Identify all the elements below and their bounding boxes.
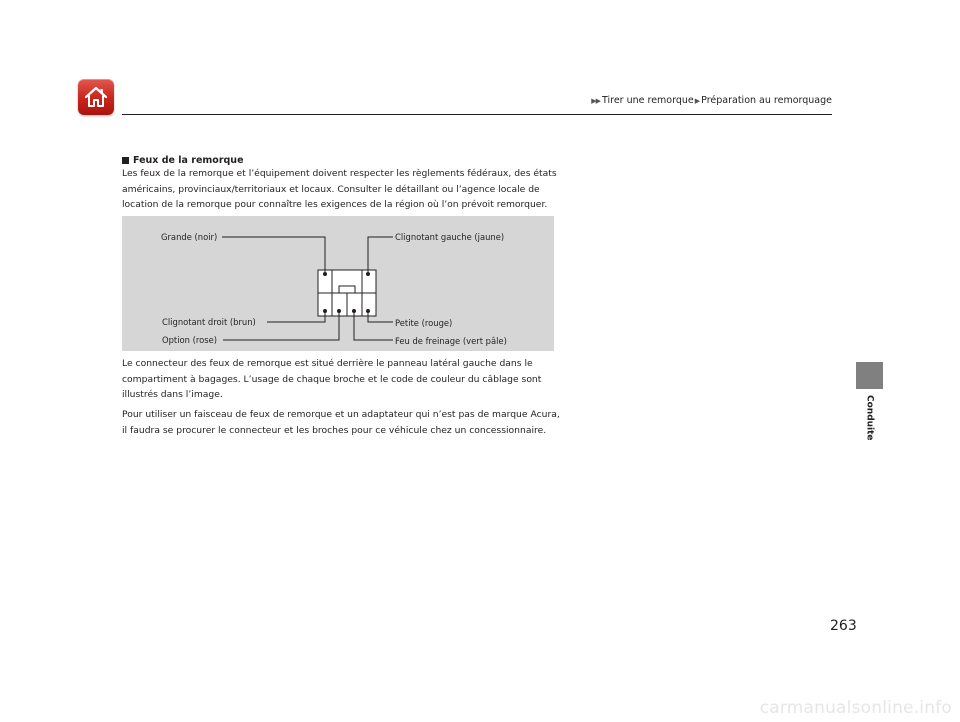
label-clignotant-gauche: Clignotant gauche (jaune) — [395, 232, 505, 242]
breadcrumb — [591, 95, 832, 106]
intro-paragraph: Les feux de la remorque et l’équipement doivent respecter les règlements fédéraux, des états américains, provinciaux/territoriaux et locaux. Consulter le détaillant ou l’agence locale de location de la remorque pour connaître les exigences de la région où l’on prévoit remorquer. — [122, 168, 557, 210]
body-paragraph-adapter: Pour utiliser un faisceau de feux de remorque et un adaptateur qui n’est pas de marque Acura, il faudra se procurer le connecteur et les broches pour ce véhicule chez un concessionnaire. — [122, 409, 560, 436]
connector-diagram — [122, 216, 554, 351]
label-petite: Petite (rouge) — [395, 318, 453, 328]
label-grande: Grande (noir) — [161, 232, 218, 242]
label-feu-freinage: Feu de freinage (vert pâle) — [395, 336, 507, 346]
page-number: 263 — [830, 618, 857, 634]
watermark: carmanualsonline.info — [759, 698, 952, 718]
breadcrumb-item-towing[interactable]: Tirer une remorque — [601, 95, 694, 106]
section-title: Feux de la remorque — [133, 155, 244, 166]
label-clignotant-droit: Clignotant droit (brun) — [162, 317, 256, 327]
section-heading — [122, 155, 244, 166]
home-button[interactable] — [78, 79, 114, 115]
body-paragraph-connector: Le connecteur des feux de remorque est situé derrière le panneau latéral gauche dans le compartiment à bagages. L’usage de chaque broche et le code de couleur du câblage sont illustrés dans l’image. — [122, 358, 542, 400]
label-option: Option (rose) — [162, 335, 218, 345]
chapter-tab[interactable] — [856, 362, 883, 389]
breadcrumb-arrow-icon: ▶▶ — [591, 96, 600, 105]
square-bullet-icon — [122, 157, 129, 164]
breadcrumb-arrow-icon: ▶ — [694, 96, 700, 105]
connector-diagram-svg — [122, 216, 554, 351]
breadcrumb-item-preparation[interactable]: Préparation au remorquage — [701, 95, 832, 106]
home-icon — [83, 85, 109, 109]
chapter-tab-label: Conduite — [864, 395, 875, 441]
header-divider — [122, 114, 832, 115]
